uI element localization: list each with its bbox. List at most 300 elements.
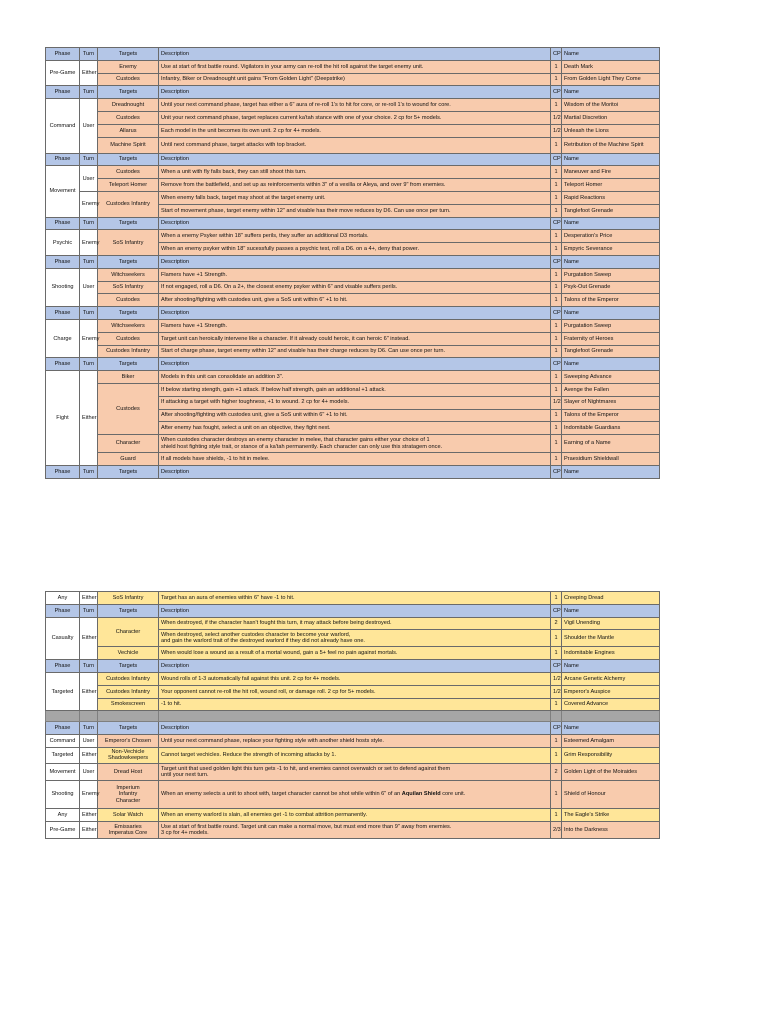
description-cell: After shooting/fighting with custodes unit, give a SoS unit within 6" +1 to hit. [159, 294, 551, 307]
stratagem-name: Golden Light of the Moiraides [562, 763, 660, 780]
separator-cell [159, 711, 551, 722]
turn-cell: Enemy [80, 319, 98, 357]
description-cell: When custodes character destroys an enemy character in melee, that character gains either your choice of 1 shield host fighting style trait, or stance of a ka'tah permanently. Each character can only use this stratagem once. [159, 435, 551, 453]
turn-cell: User [80, 268, 98, 306]
header-phase: Phase [46, 86, 80, 99]
description-cell: When an enemy psyker within 18" sucessfully passes a psychic test, roll a D6. on a 4+, deny that power. [159, 243, 551, 256]
cp-cell: 1 [551, 780, 562, 808]
stratagem-name: Esteemed Amalgam [562, 735, 660, 748]
targets-cell: Character [98, 617, 159, 647]
header-cp: CP [551, 465, 562, 478]
cp-cell: 1 [551, 422, 562, 435]
stratagem-row [46, 191, 660, 204]
header-description: Description [159, 48, 551, 61]
targets-cell: SoS Infantry [98, 230, 159, 256]
cp-cell: 1 [551, 166, 562, 179]
stratagem-row [46, 281, 660, 294]
phase-cell: Targeted [46, 672, 80, 710]
header-row [46, 255, 660, 268]
cp-cell: 1 [551, 630, 562, 647]
header-turn: Turn [80, 604, 98, 617]
cp-cell: 1 [551, 294, 562, 307]
stratagem-row [46, 371, 660, 384]
description-cell: When an enemy warlord is slain, all enemies get -1 to combat attrition permanently. [159, 808, 551, 821]
header-row [46, 604, 660, 617]
phase-cell: Casualty [46, 617, 80, 660]
header-turn: Turn [80, 217, 98, 230]
header-name: Name [562, 465, 660, 478]
header-phase: Phase [46, 722, 80, 735]
cp-cell: 1 [551, 735, 562, 748]
stratagem-name: Avenge the Fallen [562, 383, 660, 396]
description-cell: Until your next command phase, replace your fighting style with another shield hosts style. [159, 735, 551, 748]
targets-cell: Witchseekers [98, 319, 159, 332]
targets-cell: Imperium Infantry Character [98, 780, 159, 808]
description-cell: -1 to hit. [159, 698, 551, 711]
header-name: Name [562, 722, 660, 735]
phase-cell: Targeted [46, 747, 80, 763]
phase-cell: Charge [46, 319, 80, 357]
turn-cell: Enemy [80, 230, 98, 256]
separator-cell [46, 711, 80, 722]
stratagem-name: Praesidium Shieldwall [562, 453, 660, 466]
cp-cell: 1/2 [551, 396, 562, 409]
stratagem-table-top [45, 47, 660, 479]
header-turn: Turn [80, 722, 98, 735]
description-cell: If attacking a target with higher toughness, +1 to wound. 2 cp for 4+ models. [159, 396, 551, 409]
description-cell: Start of charge phase, target enemy within 12" and visable has their charge reduces by D6. Can use once per turn. [159, 345, 551, 358]
description-cell: When destroyed, select another custodes character to become your warlord, and gain the warlord trait of the destroyed warlord if they did not already have one. [159, 630, 551, 647]
turn-cell: User [80, 763, 98, 780]
phase-cell: Any [46, 592, 80, 605]
stratagem-row [46, 383, 660, 396]
targets-cell: Solar Watch [98, 808, 159, 821]
stratagem-row [46, 137, 660, 153]
turn-cell: Either [80, 592, 98, 605]
cp-cell: 1 [551, 191, 562, 204]
header-targets: Targets [98, 604, 159, 617]
header-turn: Turn [80, 255, 98, 268]
description-cell: Your opponent cannot re-roll the hit roll, wound roll, or damage roll. 2 cp for 5+ models. [159, 685, 551, 698]
stratagem-row [46, 60, 660, 73]
stratagem-row [46, 647, 660, 660]
stratagem-name: Talons of the Emperor [562, 409, 660, 422]
description-cell: When enemy falls back, target may shoot at the target enemy unit. [159, 191, 551, 204]
description-cell: Remove from the battlefield, and set up as reinforcements within 3" of a vexilla or Aleya, and over 9" from enemies. [159, 179, 551, 192]
stratagem-row [46, 166, 660, 179]
header-description: Description [159, 465, 551, 478]
header-row [46, 307, 660, 320]
description-cell: Unit your next command phase, target replaces current ka'tah stance with one of your choice. 2 cp for 5+ models. [159, 111, 551, 124]
header-row [46, 465, 660, 478]
stratagem-name: Desperation's Price [562, 230, 660, 243]
cp-cell: 1 [551, 73, 562, 86]
header-name: Name [562, 307, 660, 320]
header-turn: Turn [80, 465, 98, 478]
cp-cell: 1 [551, 60, 562, 73]
description-cell: If not engaged, roll a D6. On a 2+, the closest enemy psyker within 6" and visable suffers perils. [159, 281, 551, 294]
cp-cell: 1 [551, 409, 562, 422]
header-cp: CP [551, 86, 562, 99]
stratagem-name: The Eagle's Strike [562, 808, 660, 821]
header-description: Description [159, 604, 551, 617]
header-phase: Phase [46, 217, 80, 230]
header-targets: Targets [98, 307, 159, 320]
header-phase: Phase [46, 465, 80, 478]
cp-cell: 1 [551, 332, 562, 345]
header-phase: Phase [46, 255, 80, 268]
stratagem-name: Purgatation Sweep [562, 319, 660, 332]
turn-cell: Either [80, 371, 98, 466]
description-cell: Start of movement phase, target enemy within 12" and visable has their move reduces by D6. Can use once per turn. [159, 204, 551, 217]
stratagem-row [46, 698, 660, 711]
targets-cell: Custodes Infantry [98, 191, 159, 217]
phase-cell: Pre-Game [46, 821, 80, 838]
header-cp: CP [551, 660, 562, 673]
turn-cell: User [80, 735, 98, 748]
stratagem-name: Into the Darkness [562, 821, 660, 838]
description-cell: If below starting stength, gain +1 attack. If below half strength, gain an additional +1 attack. [159, 383, 551, 396]
turn-cell: Either [80, 747, 98, 763]
separator-cell [98, 711, 159, 722]
cp-cell: 1 [551, 698, 562, 711]
stratagem-name: Purgatation Sweep [562, 268, 660, 281]
cp-cell: 1 [551, 345, 562, 358]
stratagem-name: Fraternity of Heroes [562, 332, 660, 345]
stratagem-row [46, 435, 660, 453]
phase-cell: Any [46, 808, 80, 821]
header-name: Name [562, 217, 660, 230]
cp-cell: 1 [551, 371, 562, 384]
description-cell: Flamers have +1 Strength. [159, 268, 551, 281]
targets-cell: Witchseekers [98, 268, 159, 281]
phase-cell: Movement [46, 763, 80, 780]
stratagem-name: Vigil Unending [562, 617, 660, 630]
cp-cell: 1 [551, 435, 562, 453]
description-cell: When a enemy Psyker within 18" suffers perils, they suffer an additional D3 mortals. [159, 230, 551, 243]
header-name: Name [562, 660, 660, 673]
header-turn: Turn [80, 48, 98, 61]
targets-cell: Non-Vechicle Shadowkeepers [98, 747, 159, 763]
turn-cell: Either [80, 821, 98, 838]
stratagem-name: Death Mark [562, 60, 660, 73]
header-phase: Phase [46, 307, 80, 320]
header-name: Name [562, 604, 660, 617]
header-cp: CP [551, 722, 562, 735]
header-targets: Targets [98, 86, 159, 99]
description-cell: Target unit can heroically intervene like a character. If it already could heroic, it can heroic 6" instead. [159, 332, 551, 345]
stratagem-row [46, 808, 660, 821]
header-targets: Targets [98, 660, 159, 673]
stratagem-name: Indomitable Engines [562, 647, 660, 660]
stratagem-name: Retribution of the Machine Spirit [562, 137, 660, 153]
description-cell: Wound rolls of 1-3 automatically fail against this unit. 2 cp for 4+ models. [159, 672, 551, 685]
description-cell: When destroyed, if the character hasn't fought this turn, it may attack before being destroyed. [159, 617, 551, 630]
header-description: Description [159, 86, 551, 99]
cp-cell: 1 [551, 592, 562, 605]
targets-cell: Biker [98, 371, 159, 384]
targets-cell: Teleport Homer [98, 179, 159, 192]
description-cell: Use at start of first battle round. Vigilators in your army can re-roll the hit roll against the target enemy unit. [159, 60, 551, 73]
header-cp: CP [551, 48, 562, 61]
header-description: Description [159, 722, 551, 735]
targets-cell: Enemy [98, 60, 159, 73]
header-targets: Targets [98, 255, 159, 268]
separator-cell [551, 711, 562, 722]
stratagem-name: Slayer of Nightmares [562, 396, 660, 409]
description-cell: Flamers have +1 Strength. [159, 319, 551, 332]
description-cell: Infantry, Biker or Dreadnought unit gains "From Golden Light" (Deepstrike) [159, 73, 551, 86]
header-targets: Targets [98, 217, 159, 230]
stratagem-name: Indomitable Guardians [562, 422, 660, 435]
header-turn: Turn [80, 86, 98, 99]
cp-cell: 1 [551, 243, 562, 256]
cp-cell: 1 [551, 647, 562, 660]
stratagem-name: Martial Discretion [562, 111, 660, 124]
header-cp: CP [551, 255, 562, 268]
stratagem-row [46, 294, 660, 307]
description-cell: When a unit with fly falls back, they can still shoot this turn. [159, 166, 551, 179]
header-turn: Turn [80, 660, 98, 673]
stratagem-row [46, 345, 660, 358]
description-text: When an enemy selects a unit to shoot with, target character cannot be shot while within 6" of an [161, 791, 402, 798]
stratagem-name: Unleash the Lions [562, 124, 660, 137]
header-name: Name [562, 153, 660, 166]
stratagem-name: Shoulder the Mantle [562, 630, 660, 647]
targets-cell: Emissaries Imperatus Core [98, 821, 159, 838]
turn-cell: User [80, 166, 98, 192]
stratagem-name: Covered Advance [562, 698, 660, 711]
turn-cell: Either [80, 672, 98, 710]
stratagem-name: Teleport Homer [562, 179, 660, 192]
description-cell: Target unit that used golden light this turn gets -1 to hit, and enemies cannot overwatch or set to defend against them until your next turn. [159, 763, 551, 780]
header-phase: Phase [46, 153, 80, 166]
turn-cell: Enemy [80, 191, 98, 217]
stratagem-name: Tanglefoot Grenade [562, 345, 660, 358]
phase-cell: Command [46, 735, 80, 748]
targets-cell: Machine Spirit [98, 137, 159, 153]
description-cell: Cannot target vechicles. Reduce the strength of incoming attacks by 1. [159, 747, 551, 763]
header-name: Name [562, 86, 660, 99]
description-cell: Target has an aura of enemies within 6" have -1 to hit. [159, 592, 551, 605]
stratagem-name: Creeping Dread [562, 592, 660, 605]
header-description: Description [159, 307, 551, 320]
phase-cell: Psychic [46, 230, 80, 256]
stratagem-row [46, 672, 660, 685]
turn-cell: Either [80, 60, 98, 86]
targets-cell: Custodes [98, 111, 159, 124]
stratagem-row [46, 617, 660, 630]
phase-cell: Pre-Game [46, 60, 80, 86]
targets-cell: Custodes [98, 294, 159, 307]
header-description: Description [159, 255, 551, 268]
cp-cell: 1 [551, 453, 562, 466]
cp-cell: 1 [551, 281, 562, 294]
targets-cell: Dread Host [98, 763, 159, 780]
turn-cell: Either [80, 617, 98, 660]
stratagem-name: Psyk-Out Grenade [562, 281, 660, 294]
header-targets: Targets [98, 153, 159, 166]
cp-cell: 2 [551, 763, 562, 780]
header-phase: Phase [46, 660, 80, 673]
header-cp: CP [551, 358, 562, 371]
header-row [46, 86, 660, 99]
targets-cell: SoS Infantry [98, 281, 159, 294]
description-keyword: Aquilan Shield [401, 791, 441, 798]
description-cell: Models in this unit can consolidate an addition 3". [159, 371, 551, 384]
stratagem-name: From Golden Light They Come [562, 73, 660, 86]
phase-cell: Movement [46, 166, 80, 217]
header-cp: CP [551, 153, 562, 166]
stratagem-name: Emperor's Auspice [562, 685, 660, 698]
cp-cell: 1 [551, 99, 562, 112]
turn-cell: User [80, 99, 98, 153]
header-cp: CP [551, 307, 562, 320]
header-cp: CP [551, 217, 562, 230]
phase-cell: Command [46, 99, 80, 153]
stratagem-name: Rapid Reactions [562, 191, 660, 204]
stratagem-name: Wisdom of the Moritoi [562, 99, 660, 112]
header-turn: Turn [80, 153, 98, 166]
header-targets: Targets [98, 48, 159, 61]
header-name: Name [562, 358, 660, 371]
description-text: core unit. [440, 791, 466, 798]
targets-cell: Custodes Infantry [98, 672, 159, 685]
description-cell [159, 780, 551, 808]
turn-cell: Either [80, 808, 98, 821]
header-row [46, 153, 660, 166]
header-name: Name [562, 255, 660, 268]
cp-cell: 1/2 [551, 685, 562, 698]
targets-cell: Custodes [98, 73, 159, 86]
targets-cell: SoS Infantry [98, 592, 159, 605]
stratagem-row [46, 592, 660, 605]
cp-cell: 1/2 [551, 124, 562, 137]
targets-cell: Custodes [98, 332, 159, 345]
cp-cell: 1 [551, 204, 562, 217]
cp-cell: 1 [551, 137, 562, 153]
stratagem-name: Shield of Honour [562, 780, 660, 808]
phase-cell: Shooting [46, 780, 80, 808]
header-targets: Targets [98, 722, 159, 735]
stratagem-row [46, 111, 660, 124]
header-phase: Phase [46, 48, 80, 61]
cp-cell: 1 [551, 179, 562, 192]
stratagem-row [46, 735, 660, 748]
separator-cell [562, 711, 660, 722]
cp-cell: 1/2 [551, 111, 562, 124]
stratagem-table-bottom [45, 591, 660, 839]
targets-cell: Custodes Infantry [98, 345, 159, 358]
header-row [46, 660, 660, 673]
stratagem-name: Arcane Genetic Alchemy [562, 672, 660, 685]
header-description: Description [159, 217, 551, 230]
stratagem-row [46, 73, 660, 86]
cp-cell: 1 [551, 230, 562, 243]
stratagem-row [46, 763, 660, 780]
targets-cell: Custodes [98, 383, 159, 434]
targets-cell: Smokescreen [98, 698, 159, 711]
header-description: Description [159, 153, 551, 166]
stratagem-row [46, 747, 660, 763]
phase-cell: Fight [46, 371, 80, 466]
header-cp: CP [551, 604, 562, 617]
targets-cell: Dreadnought [98, 99, 159, 112]
stratagem-row [46, 780, 660, 808]
targets-cell: Emperor's Chosen [98, 735, 159, 748]
stratagem-row [46, 268, 660, 281]
header-row [46, 217, 660, 230]
description-cell: Until next command phase, target attacks with top bracket. [159, 137, 551, 153]
description-cell: After shooting/fighting with custodes unit, give a SoS unit within 6" +1 to hit. [159, 409, 551, 422]
header-row [46, 358, 660, 371]
stratagem-name: Talons of the Emperor [562, 294, 660, 307]
stratagem-row [46, 332, 660, 345]
description-cell: Until your next command phase, target has either a 6" aura of re-roll 1's to hit for core, or re-roll 1's to wound for core. [159, 99, 551, 112]
phase-cell: Shooting [46, 268, 80, 306]
header-turn: Turn [80, 358, 98, 371]
targets-cell: Allarus [98, 124, 159, 137]
cp-cell: 1 [551, 268, 562, 281]
targets-cell: Guard [98, 453, 159, 466]
stratagem-row [46, 319, 660, 332]
header-phase: Phase [46, 604, 80, 617]
stratagem-row [46, 99, 660, 112]
cp-cell: 1 [551, 747, 562, 763]
description-cell: If all models have shields, -1 to hit in melee. [159, 453, 551, 466]
stratagem-row [46, 821, 660, 838]
turn-cell: Enemy [80, 780, 98, 808]
header-phase: Phase [46, 358, 80, 371]
cp-cell: 1 [551, 808, 562, 821]
separator-cell [80, 711, 98, 722]
stratagem-row [46, 124, 660, 137]
cp-cell: 2 [551, 617, 562, 630]
targets-cell: Custodes Infantry [98, 685, 159, 698]
description-cell: Use at start of first battle round. Target unit can make a normal move, but must end more than 9" away from enemies. 3 cp for 4+ models. [159, 821, 551, 838]
stratagem-name: Empyric Severance [562, 243, 660, 256]
description-cell: Each model in the unit becomes its own unit. 2 cp for 4+ models. [159, 124, 551, 137]
stratagem-row [46, 685, 660, 698]
header-description: Description [159, 660, 551, 673]
header-targets: Targets [98, 465, 159, 478]
stratagem-name: Sweeping Advance [562, 371, 660, 384]
header-turn: Turn [80, 307, 98, 320]
separator-row [46, 711, 660, 722]
header-row [46, 722, 660, 735]
stratagem-name: Maneuver and Fire [562, 166, 660, 179]
stratagem-name: Grim Responsibility [562, 747, 660, 763]
header-targets: Targets [98, 358, 159, 371]
description-cell: When would lose a wound as a result of a mortal wound, gain a 5+ feel no pain against mortals. [159, 647, 551, 660]
targets-cell: Vechicle [98, 647, 159, 660]
stratagem-name: Earning of a Name [562, 435, 660, 453]
header-description: Description [159, 358, 551, 371]
description-cell: After enemy has fought, select a unit on an objective, they fight next. [159, 422, 551, 435]
targets-cell: Character [98, 435, 159, 453]
targets-cell: Custodes [98, 166, 159, 179]
header-name: Name [562, 48, 660, 61]
stratagem-row [46, 453, 660, 466]
header-row [46, 48, 660, 61]
cp-cell: 2/3 [551, 821, 562, 838]
cp-cell: 1/2 [551, 672, 562, 685]
stratagem-row [46, 179, 660, 192]
stratagem-row [46, 230, 660, 243]
cp-cell: 1 [551, 319, 562, 332]
stratagem-name: Tanglefoot Grenade [562, 204, 660, 217]
cp-cell: 1 [551, 383, 562, 396]
